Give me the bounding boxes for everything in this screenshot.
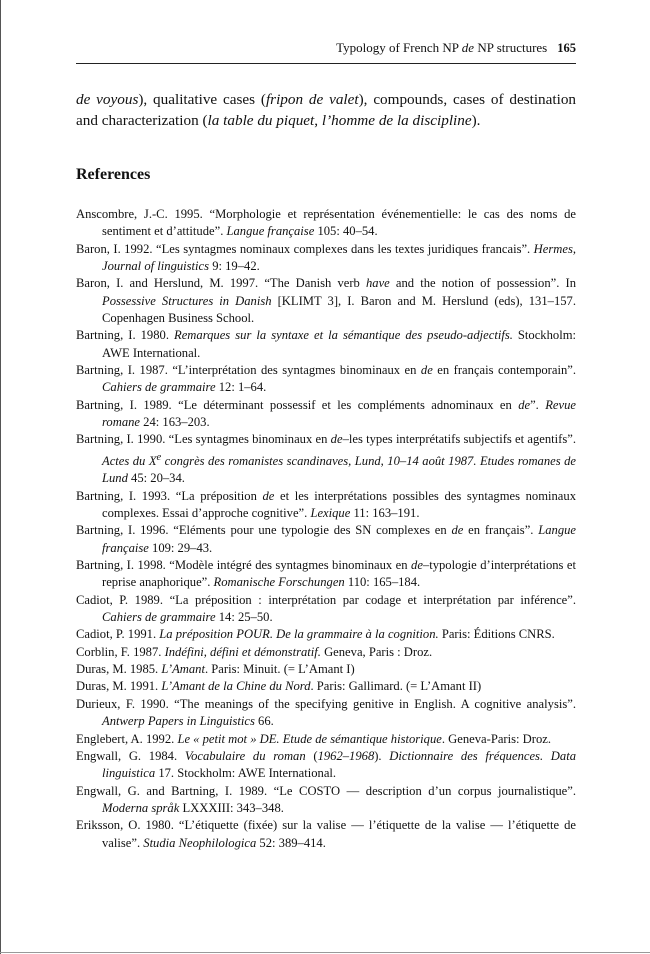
reference-entry: Bartning, I. 1996. “Eléments pour une typologie des SN complexes en de en français”. Langue française 109: 29–43.	[76, 523, 576, 555]
reference-entry: Cadiot, P. 1989. “La préposition : interprétation par codage et interprétation par inférence”. Cahiers de grammaire 14: 25–50.	[76, 592, 576, 625]
reference-entry: Anscombre, J.-C. 1995. “Morphologie et représentation événementielle: le cas des noms de sentiment et d’attitude”. Langue française 105: 40–54.	[76, 207, 576, 239]
reference-entry: Durieux, F. 1990. “The meanings of the specifying genitive in English. A cognitive analysis”. Antwerp Papers in Linguistics 66.	[76, 696, 576, 729]
reference-entry: Duras, M. 1985. L’Amant. Paris: Minuit. (= L’Amant I)	[76, 662, 355, 677]
reference-entry: Bartning, I. 1990. “Les syntagmes binominaux en de–les types interprétatifs subjectifs et agentifs”. Actes du Xe congrès des romanistes scandinaves, Lund, 10–14 août 1987. Etudes romanes de Lund 45: 20–34.	[76, 432, 576, 486]
reference-entry: Engwall, G. 1984. Vocabulaire du roman (1962–1968). Dictionnaire des fréquences. Data linguistica 17. Stockholm: AWE International.	[76, 748, 576, 781]
reference-entry: Bartning, I. 1980. Remarques sur la syntaxe et la sémantique des pseudo-adjectifs. Stockholm: AWE International.	[76, 328, 576, 360]
reference-entry: Engwall, G. and Bartning, I. 1989. “Le COSTO — description d’un corpus journalistique”. Moderna språk LXXXIII: 343–348.	[76, 783, 576, 815]
page-edge-left	[0, 0, 1, 954]
reference-entry: Baron, I. and Herslund, M. 1997. “The Danish verb have and the notion of possession”. In Possessive Structures in Danish [KLIMT 3], I. Baron and M. Herslund (eds), 131–157. Copenhagen Business School.	[76, 276, 576, 326]
running-head	[336, 40, 576, 56]
reference-entry: Bartning, I. 1987. “L’interprétation des syntagmes binominaux en de en français contemporain”. Cahiers de grammaire 12: 1–64.	[76, 363, 576, 395]
reference-entry: Bartning, I. 1993. “La préposition de et les interprétations possibles des syntagmes nominaux complexes. Essai d’approche cognitive”. Lexique 11: 163–191.	[76, 488, 576, 521]
reference-entry: Englebert, A. 1992. Le « petit mot » DE. Etude de sémantique historique. Geneva-Paris: Droz.	[76, 731, 551, 746]
reference-entry: Corblin, F. 1987. Indéfini, défini et démonstratif. Geneva, Paris : Droz.	[76, 644, 433, 659]
reference-entry: Bartning, I. 1989. “Le déterminant possessif et les compléments adnominaux en de”. Revue romane 24: 163–203.	[76, 397, 576, 430]
reference-entry: Bartning, I. 1998. “Modèle intégré des syntagmes binominaux en de–typologie d’interprétations et reprise anaphorique”. Romanische Forschungen 110: 165–184.	[76, 558, 577, 590]
running-head-title: Typology of French NP de NP structures	[336, 40, 548, 55]
page-edge-bottom	[0, 952, 650, 953]
reference-entry: Eriksson, O. 1980. “L’étiquette (fixée) sur la valise — l’étiquette de la valise — l’étiquette de valise”. Studia Neophilologica 52: 389–414.	[76, 818, 576, 850]
reference-entry: Cadiot, P. 1991. La préposition POUR. De la grammaire à la cognition. Paris: Éditions CNRS.	[76, 627, 555, 642]
header-rule	[76, 63, 576, 64]
reference-list	[76, 206, 576, 852]
page-number: 165	[557, 41, 576, 55]
references-heading: References	[76, 166, 151, 183]
reference-entry: Baron, I. 1992. “Les syntagmes nominaux complexes dans les textes juridiques francais”. Hermes, Journal of linguistics 9: 19–42.	[76, 241, 576, 274]
body-paragraph: de voyous), qualitative cases (fripon de valet), compounds, cases of destination and characterization (la table du piquet, l’homme de la discipline).	[76, 91, 577, 129]
reference-entry: Duras, M. 1991. L’Amant de la Chine du Nord. Paris: Gallimard. (= L’Amant II)	[76, 679, 482, 694]
